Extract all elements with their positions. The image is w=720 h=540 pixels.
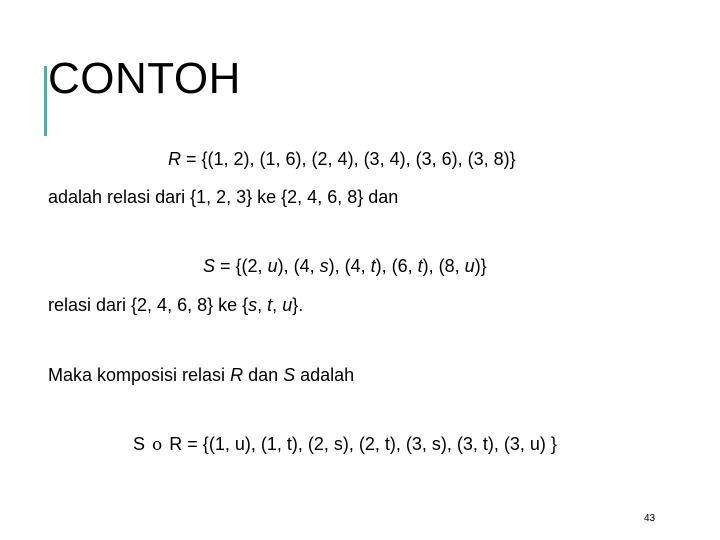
composition-result xyxy=(133,433,557,456)
relation-s-symbol: S xyxy=(283,365,296,385)
slide-title: CONTOH xyxy=(48,54,241,103)
relation-s-symbol: S xyxy=(133,434,146,454)
text-fragment: adalah xyxy=(295,365,355,385)
text-fragment: = {(2, xyxy=(215,256,268,276)
text-fragment: ), (8, xyxy=(422,256,465,276)
relation-r-symbol: R xyxy=(230,365,244,385)
element-u: u xyxy=(464,256,475,276)
text-fragment: , xyxy=(257,295,268,315)
relation-r-set: = {(1, 2), (1, 6), (2, 4), (3, 4), (3, 6), (3, 8)} xyxy=(181,149,516,169)
element-u: u xyxy=(282,295,293,315)
element-s: s xyxy=(319,256,329,276)
element-t: t xyxy=(267,295,273,315)
text-fragment: Maka komposisi relasi xyxy=(48,365,231,385)
text-fragment: , xyxy=(272,295,283,315)
text-fragment: ), (6, xyxy=(375,256,418,276)
title-accent-bar xyxy=(44,66,47,136)
relation-s-description xyxy=(48,294,303,316)
relation-r-symbol: R xyxy=(168,149,181,169)
composition-operator: ο xyxy=(152,435,163,455)
text-fragment: }. xyxy=(292,295,304,315)
text-fragment: dan xyxy=(243,365,284,385)
page-number: 43 xyxy=(644,513,656,524)
element-t: t xyxy=(417,256,423,276)
relation-r-definition xyxy=(168,148,516,170)
element-t: t xyxy=(370,256,376,276)
element-u: u xyxy=(267,256,278,276)
relation-s-symbol: S xyxy=(203,256,216,276)
composition-intro xyxy=(48,364,354,386)
element-s: s xyxy=(248,295,258,315)
text-fragment: )} xyxy=(474,256,487,276)
relation-s-definition xyxy=(203,255,487,277)
text-fragment: ), (4, xyxy=(328,256,371,276)
text-fragment: relasi dari {2, 4, 6, 8} ke { xyxy=(48,295,249,315)
text-fragment: ), (4, xyxy=(277,256,320,276)
relation-r-description: adalah relasi dari {1, 2, 3} ke {2, 4, 6, 8} dan xyxy=(48,187,399,207)
composition-set: R = {(1, u), (1, t), (2, s), (2, t), (3, s), (3, t), (3, u) } xyxy=(169,434,557,454)
